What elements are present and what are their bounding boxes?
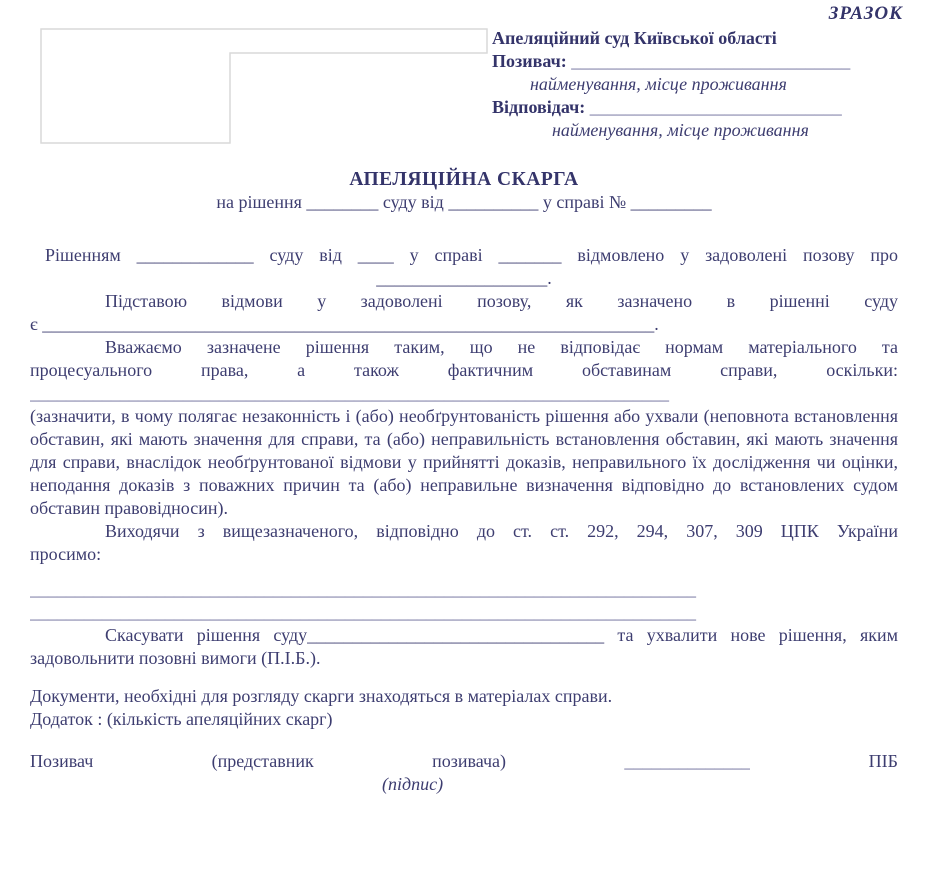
paragraph-grounds-line1: Підставою відмови у задоволені позову, як зазначено в рішенні суду <box>105 291 898 311</box>
document-body <box>30 168 898 796</box>
paragraph-cancel-line1: Скасувати рішення суду_________________________________ та ухвалити нове рішення, яким <box>105 625 898 645</box>
blank-rule-line-1: __________________________________________________________________________ <box>30 579 696 599</box>
signature-hint: (підпис) <box>382 774 444 794</box>
signer-label: Позивач <box>30 751 94 771</box>
paragraph-documents: Документи, необхідні для розгляду скарги знаходяться в матеріалах справи. <box>30 686 613 706</box>
explanatory-note-paragraph: (зазначити, в чому полягає незаконність і (або) необґрунтованість рішення або ухвали (неповнота встановлення обставин, які мають значення для справи, та (або) неправильність встановлення обставин, які мають значення для справи, внаслідок необґрунтованої відмови у прийнятті доказів, неправильного їх дослідження чи оцінки, неподання доказів з поважних причин та (або) неправильне визначення відповідно до встановлених судом обставин правовідносин). <box>30 406 898 518</box>
paragraph-decision-line1: Рішенням _____________ суду від ____ у справі _______ відмовлено у задоволені позову про <box>45 245 898 265</box>
signature-row <box>30 750 898 773</box>
defendant-blank: ____________________________ <box>589 97 842 117</box>
defendant-label: Відповідач: <box>492 97 586 117</box>
paragraph-decision-line2: ___________________. <box>376 268 552 288</box>
plaintiff-hint: найменування, місце проживання <box>530 74 787 94</box>
court-name: Апеляційний суд Київської області <box>492 28 777 48</box>
representative-label-part2: позивача) <box>432 751 507 771</box>
empty-placeholder-box <box>0 0 540 160</box>
document-subtitle: на рішення ________ суду від __________ у справі № _________ <box>216 192 712 212</box>
sample-watermark-label: ЗРАЗОК <box>828 3 903 24</box>
paragraph-cancel-line2: задовольнити позовні вимоги (П.І.Б.). <box>30 648 321 668</box>
court-header-block <box>492 27 884 142</box>
plaintiff-line <box>492 50 884 73</box>
name-label: ПІБ <box>868 751 898 771</box>
defendant-hint: найменування, місце проживання <box>552 120 809 140</box>
paragraph-request-line1: Виходячи з вищезазначеного, відповідно до ст. ст. 292, 294, 307, 309 ЦПК України <box>105 521 898 541</box>
signature-blank: ______________ <box>624 751 751 771</box>
paragraph-grounds-line2: є ____________________________________________________________________. <box>30 314 659 334</box>
blank-rule-line: _______________________________________________________________________ <box>30 383 669 403</box>
paragraph-attachment: Додаток : (кількість апеляційних скарг) <box>30 709 333 729</box>
defendant-line <box>492 96 884 119</box>
paragraph-opinion-line1: Вважаємо зазначене рішення таким, що не відповідає нормам матеріального та <box>105 337 898 357</box>
paragraph-request-line2: просимо: <box>30 544 102 564</box>
blank-rule-line-2: __________________________________________________________________________ <box>30 602 696 622</box>
paragraph-opinion-line2: процесуального права, а також фактичним обставинам справи, оскільки: <box>30 360 898 380</box>
plaintiff-label: Позивач: <box>492 51 567 71</box>
document-title: АПЕЛЯЦІЙНА СКАРГА <box>349 169 579 190</box>
representative-label-part1: (представник <box>211 751 314 771</box>
plaintiff-blank: _______________________________ <box>571 51 851 71</box>
